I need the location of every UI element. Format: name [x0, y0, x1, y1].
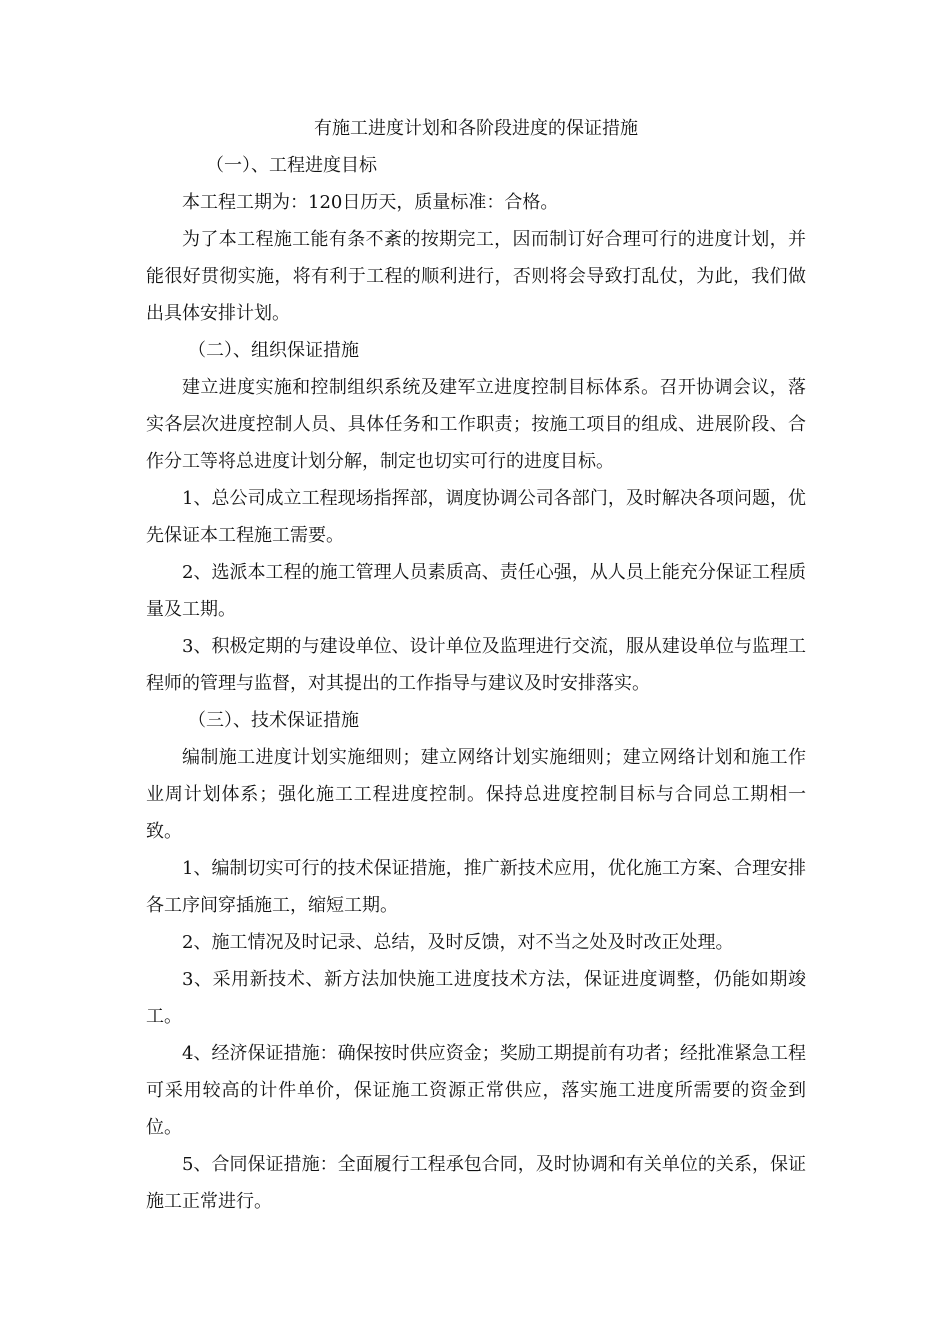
- section-heading-progress-goal: （一）、工程进度目标: [206, 155, 377, 176]
- section-heading-technical: （三）、技术保证措施: [188, 710, 359, 731]
- document-page: [146, 110, 806, 1220]
- body-paragraph: 4、经济保证措施：确保按时供应资金；奖励工期提前有功者；经批准紧急工程可采用较高的计件单价，保证施工资源正常供应，落实施工进度所需要的资金到位。: [146, 1043, 806, 1138]
- body-paragraph: 编制施工进度计划实施细则；建立网络计划实施细则；建立网络计划和施工作业周计划体系；强化施工工程进度控制。保持总进度控制目标与合同总工期相一致。: [146, 747, 806, 842]
- body-paragraph: 1、编制切实可行的技术保证措施，推广新技术应用，优化施工方案、合理安排各工序间穿插施工，缩短工期。: [146, 858, 806, 916]
- body-paragraph: 3、采用新技术、新方法加快施工进度技术方法，保证进度调整，仍能如期竣工。: [146, 969, 806, 1027]
- body-paragraph: 2、选派本工程的施工管理人员素质高、责任心强，从人员上能充分保证工程质量及工期。: [146, 562, 806, 620]
- body-paragraph: 为了本工程施工能有条不紊的按期完工，因而制订好合理可行的进度计划，并能很好贯彻实施，将有利于工程的顺利进行，否则将会导致打乱仗，为此，我们做出具体安排计划。: [146, 229, 806, 324]
- body-paragraph: 建立进度实施和控制组织系统及建军立进度控制目标体系。召开协调会议，落实各层次进度控制人员、具体任务和工作职责；按施工项目的组成、进展阶段、合作分工等将总进度计划分解，制定也切实可行的进度目标。: [146, 377, 806, 472]
- body-paragraph: 3、积极定期的与建设单位、设计单位及监理进行交流，服从建设单位与监理工程师的管理与监督，对其提出的工作指导与建议及时安排落实。: [146, 636, 806, 694]
- body-paragraph: 1、总公司成立工程现场指挥部，调度协调公司各部门，及时解决各项问题，优先保证本工程施工需要。: [146, 488, 806, 546]
- body-paragraph: 本工程工期为：120日历天，质量标准：合格。: [182, 192, 559, 213]
- body-paragraph: 2、施工情况及时记录、总结，及时反馈，对不当之处及时改正处理。: [182, 932, 734, 953]
- body-paragraph: 5、合同保证措施：全面履行工程承包合同，及时协调和有关单位的关系，保证施工正常进行。: [146, 1154, 806, 1212]
- section-heading-organization: （二）、组织保证措施: [188, 340, 359, 361]
- document-title: 有施工进度计划和各阶段进度的保证措施: [314, 118, 638, 139]
